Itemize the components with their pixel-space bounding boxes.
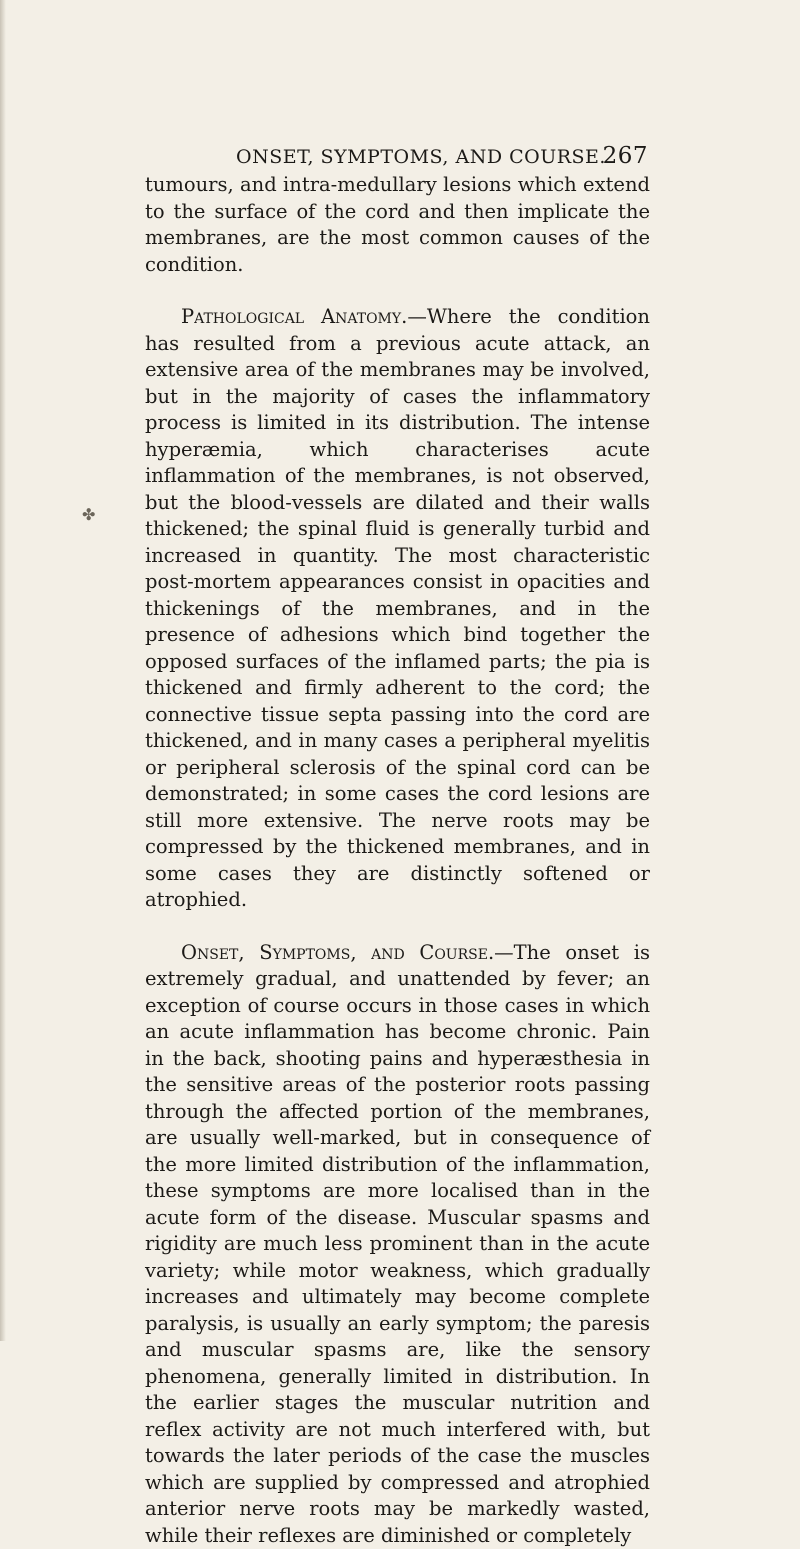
margin-mark-icon: ✤ <box>82 505 95 524</box>
section-heading-onset-symptoms-course: Onset, Symptoms, and Course. <box>181 941 494 964</box>
running-title: ONSET, SYMPTOMS, AND COURSE. <box>236 146 606 168</box>
paragraph-pathological-anatomy <box>145 304 650 914</box>
running-header <box>236 146 648 168</box>
page-number: 267 <box>603 143 648 169</box>
paragraph-continuation: tumours, and intra-medullary lesions which extend to the surface of the cord and then implicate the membranes, are the most common causes of the condition. <box>145 172 650 278</box>
paragraph-onset-symptoms-course <box>145 940 650 1549</box>
page-edge-shadow <box>0 0 6 1341</box>
paragraph-text: —The onset is extremely gradual, and unattended by fever; an exception of course occurs in those cases in which an acute inflammation has become chronic. Pain in the back, shooting pains and hyperæsthesia in the sensitive areas of the posterior roots passing through the affected portion of the membranes, are usually well-marked, but in consequence of the more limited distribution of the inflammation, these symptoms are more localised than in the acute form of the disease. Muscular spasms and rigidity are much less prominent than in the acute variety; while motor weakness, which gradually increases and ultimately may become complete paralysis, is usually an early symptom; the paresis and muscular spasms are, like the sensory phenomena, generally limited in distribution. In the earlier stages the muscular nutrition and reflex activity are not much interfered with, but towards the later periods of the case the muscles which are supplied by compressed and atrophied anterior nerve roots may be markedly wasted, while their reflexes are diminished or completely <box>145 941 650 1547</box>
page-body <box>145 172 650 1549</box>
section-heading-pathological-anatomy: Pathological Anatomy. <box>181 305 407 328</box>
paragraph-text: —Where the condition has resulted from a previous acute attack, an extensive area of the membranes may be involved, but in the majority of cases the inflammatory process is limited in its distribution. The intense hyperæmia, which characterises acute inflammation of the membranes, is not observed, but the blood-vessels are dilated and their walls thickened; the spinal fluid is generally turbid and increased in quantity. The most characteristic post-mortem appearances consist in opacities and thickenings of the membranes, and in the presence of adhesions which bind together the opposed surfaces of the inflamed parts; the pia is thickened and firmly adherent to the cord; the connective tissue septa passing into the cord are thickened, and in many cases a peripheral myelitis or peripheral sclerosis of the spinal cord can be demonstrated; in some cases the cord lesions are still more extensive. The nerve roots may be compressed by the thickened membranes, and in some cases they are distinctly softened or atrophied. <box>145 305 650 911</box>
